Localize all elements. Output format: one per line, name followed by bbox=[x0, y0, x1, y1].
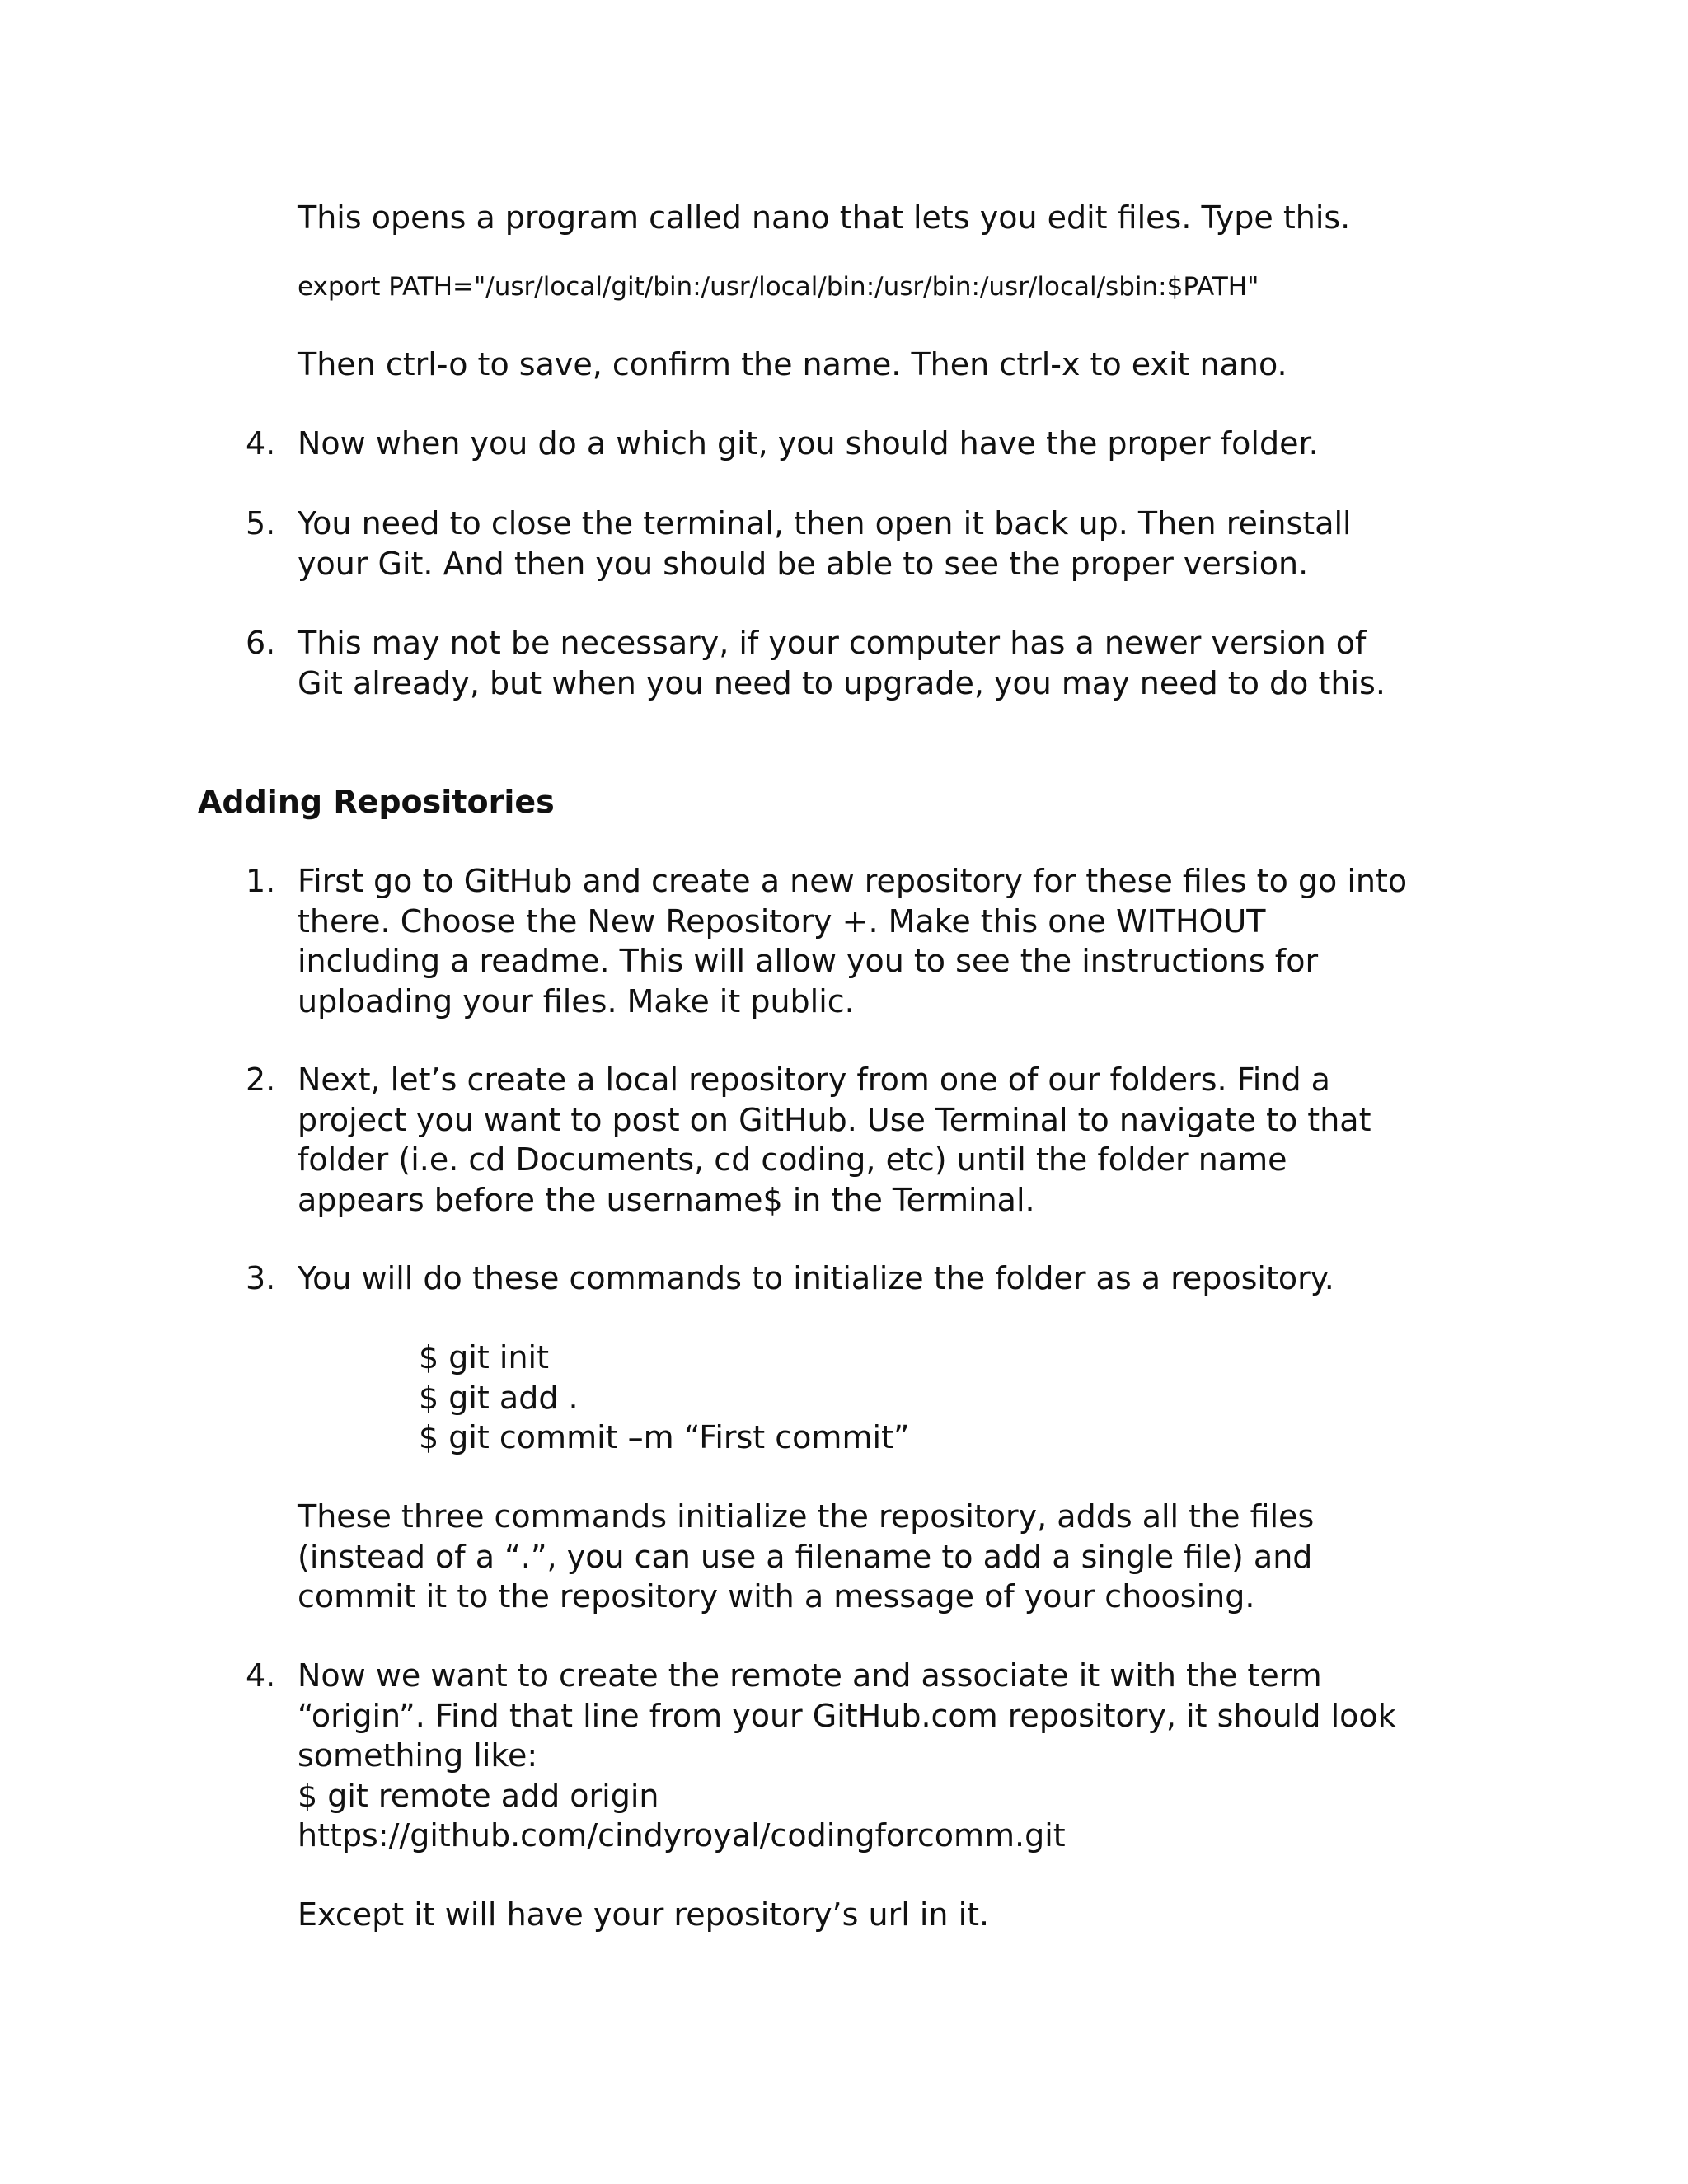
list-item bbox=[298, 1060, 1493, 1220]
list-item-line: Git already, but when you need to upgrade, you may need to do this. bbox=[298, 664, 1386, 701]
list-item-line: This may not be necessary, if your computer has a newer version of bbox=[298, 625, 1367, 661]
list-item-line: “origin”. Find that line from your GitHub.com repository, it should look bbox=[298, 1697, 1396, 1734]
command-line: $ git commit –m “First commit” bbox=[419, 1419, 910, 1455]
list-item-number: 4. bbox=[246, 425, 276, 462]
list-item-line: uploading your files. Make it public. bbox=[298, 982, 855, 1019]
list-item-number: 6. bbox=[246, 625, 276, 661]
closing-note: Except it will have your repository’s url in it. bbox=[298, 1896, 990, 1933]
list-item-line: Next, let’s create a local repository from one of our folders. Find a bbox=[298, 1062, 1330, 1098]
list-item-line: You need to close the terminal, then open it back up. Then reinstall bbox=[298, 505, 1352, 541]
list-item-line: First go to GitHub and create a new repository for these files to go into bbox=[298, 863, 1408, 899]
list-item-number: 1. bbox=[246, 863, 276, 899]
list-item-line: project you want to post on GitHub. Use Terminal to navigate to that bbox=[298, 1101, 1372, 1138]
list-item bbox=[298, 1656, 1493, 1856]
list-item-number: 5. bbox=[246, 505, 276, 541]
list-item-line: Now when you do a which git, you should have the proper folder. bbox=[298, 425, 1319, 462]
list-item-line: Now we want to create the remote and associate it with the term bbox=[298, 1657, 1322, 1694]
section-heading: Adding Repositories bbox=[198, 784, 555, 820]
list-item bbox=[298, 504, 1493, 583]
save-instruction: Then ctrl-o to save, confirm the name. Then ctrl-x to exit nano. bbox=[298, 346, 1287, 382]
list-item bbox=[298, 424, 1493, 464]
git-remote-command: $ git remote add origin bbox=[298, 1777, 659, 1814]
list-item bbox=[298, 1258, 1493, 1299]
list-item-number: 4. bbox=[246, 1657, 276, 1694]
list-item-number: 2. bbox=[246, 1062, 276, 1098]
export-path-command: export PATH="/usr/local/git/bin:/usr/local/bin:/usr/bin:/usr/local/sbin:$PATH" bbox=[298, 272, 1259, 302]
list-item bbox=[298, 623, 1493, 703]
explanation-line: These three commands initialize the repository, adds all the files bbox=[298, 1498, 1315, 1535]
list-item-line: including a readme. This will allow you to see the instructions for bbox=[298, 943, 1319, 979]
list-item bbox=[298, 861, 1493, 1021]
commands-explanation bbox=[298, 1497, 1493, 1617]
list-item-line: folder (i.e. cd Documents, cd coding, etc) until the folder name bbox=[298, 1141, 1287, 1178]
list-item-line: your Git. And then you should be able to see the proper version. bbox=[298, 545, 1309, 582]
explanation-line: commit it to the repository with a message of your choosing. bbox=[298, 1578, 1255, 1615]
list-item-line: You will do these commands to initialize the folder as a repository. bbox=[298, 1260, 1334, 1296]
repository-url: https://github.com/cindyroyal/codingforcomm.git bbox=[298, 1817, 1066, 1854]
list-item-line: there. Choose the New Repository +. Make this one WITHOUT bbox=[298, 902, 1266, 940]
list-item-line: something like: bbox=[298, 1737, 538, 1774]
nano-instruction: This opens a program called nano that lets you edit files. Type this. bbox=[298, 199, 1351, 236]
explanation-line: (instead of a “.”, you can use a filename to add a single file) and bbox=[298, 1538, 1313, 1575]
list-item-number: 3. bbox=[246, 1260, 276, 1296]
list-item-line: appears before the username$ in the Terminal. bbox=[298, 1181, 1035, 1218]
command-line: $ git init bbox=[419, 1339, 550, 1376]
command-block bbox=[419, 1338, 1614, 1458]
command-line: $ git add . bbox=[419, 1379, 579, 1416]
